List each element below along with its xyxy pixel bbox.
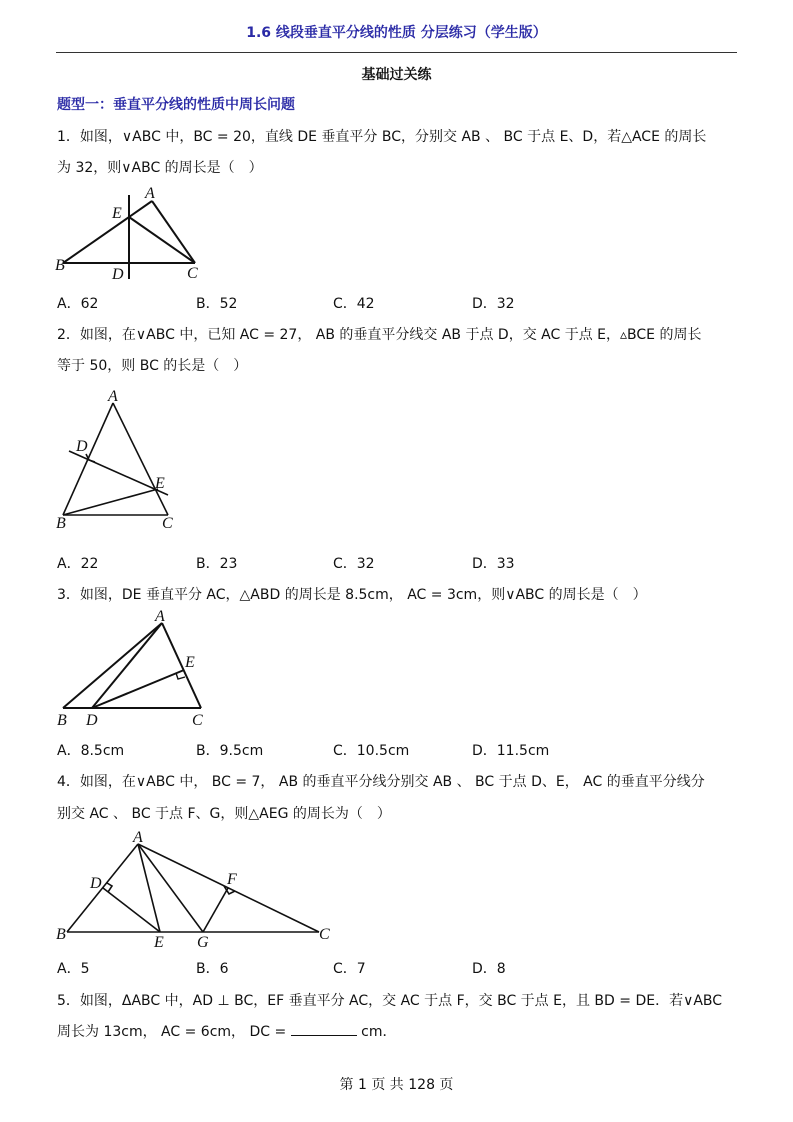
- q2-text-line2: 等于 50，则 BC 的长是（ ）: [57, 358, 248, 374]
- q4-segment-fg: [203, 888, 228, 932]
- q1-figure: [55, 183, 215, 287]
- q4-label-b: B: [56, 926, 66, 943]
- q3-option-d[interactable]: D．11.5cm: [472, 743, 550, 759]
- q2-label-e: E: [155, 475, 165, 492]
- q4-segment-ae: [138, 844, 160, 932]
- q2-text-line1: 2．如图，在∨ABC 中，已知 AC = 27， AB 的垂直平分线交 AB 于点 D，交 AC 于点 E，▵BCE 的周长: [57, 327, 702, 343]
- q2-segment-ac: [113, 403, 168, 515]
- q1-label-d: D: [112, 266, 124, 283]
- q2-option-c[interactable]: C．32: [333, 556, 375, 572]
- q3-option-b[interactable]: B．9.5cm: [196, 743, 264, 759]
- q2-bisector-line: [69, 451, 168, 495]
- q4-option-d[interactable]: D．8: [472, 961, 506, 977]
- q2-label-a: A: [108, 388, 118, 405]
- page-footer: 第 1 页 共 128 页: [339, 1077, 454, 1093]
- q1-segment-ac: [152, 201, 195, 263]
- q3-label-c: C: [192, 712, 203, 729]
- q1-option-d[interactable]: D．32: [472, 296, 515, 312]
- q4-segment-ac: [138, 844, 319, 932]
- q1-label-a: A: [145, 185, 155, 202]
- q3-label-d: D: [86, 712, 98, 729]
- q3-segment-ac: [162, 623, 201, 708]
- q2-label-b: B: [56, 515, 66, 532]
- q1-label-c: C: [187, 265, 198, 282]
- q3-segment-ad: [92, 623, 162, 708]
- q3-right-angle-mark: [176, 673, 185, 679]
- q3-label-a: A: [155, 608, 165, 625]
- q4-figure: [55, 825, 340, 954]
- q1-text-line2: 为 32，则∨ABC 的周长是（ ）: [57, 160, 263, 176]
- q3-option-c[interactable]: C．10.5cm: [333, 743, 410, 759]
- q2-label-d: D: [76, 438, 88, 455]
- q1-segment-ba: [63, 201, 152, 263]
- q4-option-a[interactable]: A．5: [57, 961, 90, 977]
- q5-text-line1: 5．如图，ΔABC 中，AD ⊥ BC，EF 垂直平分 AC，交 AC 于点 F，交 BC 于点 E，且 BD = DE．若∨ABC: [57, 993, 723, 1009]
- q3-segment-ab: [63, 623, 162, 708]
- q1-text-line1: 1．如图，∨ABC 中，BC = 20，直线 DE 垂直平分 BC，分别交 AB 、 BC 于点 E、D，若△ACE 的周长: [57, 129, 707, 145]
- q3-segment-de: [92, 670, 184, 708]
- q4-label-a: A: [133, 829, 143, 846]
- q1-label-e: E: [112, 205, 122, 222]
- q4-right-angle-mark-d: [107, 883, 112, 892]
- q4-label-c: C: [319, 926, 330, 943]
- q4-segment-ag: [138, 844, 203, 932]
- q5-text-line2: [57, 1021, 396, 1041]
- header-title: 1.6 线段垂直平分线的性质 分层练习（学生版）: [246, 25, 547, 41]
- q5-text-line2-suffix: cm．: [361, 1024, 397, 1040]
- q5-text-line2-prefix: 周长为 13cm， AC = 6cm， DC =: [57, 1024, 287, 1040]
- q4-label-f: F: [227, 871, 237, 888]
- q3-text-line1: 3．如图，DE 垂直平分 AC，△ABD 的周长是 8.5cm， AC = 3cm，则∨ABC 的周长是（ ）: [57, 587, 647, 603]
- q2-option-b[interactable]: B．23: [196, 556, 238, 572]
- q2-segment-be: [63, 489, 158, 515]
- q2-option-a[interactable]: A．22: [57, 556, 99, 572]
- q1-label-b: B: [55, 257, 65, 274]
- q3-label-e: E: [185, 654, 195, 671]
- q3-label-b: B: [57, 712, 67, 729]
- q4-option-b[interactable]: B．6: [196, 961, 229, 977]
- q4-option-c[interactable]: C．7: [333, 961, 366, 977]
- q3-figure: [55, 605, 215, 734]
- q4-label-g: G: [197, 934, 209, 951]
- q4-segment-ab: [67, 844, 138, 932]
- q4-text-line2: 别交 AC 、 BC 于点 F、G，则△AEG 的周长为（ ）: [57, 806, 391, 822]
- q2-figure: [55, 385, 185, 539]
- q5-answer-blank[interactable]: [291, 1023, 357, 1036]
- q1-segment-ec: [129, 217, 195, 263]
- section-title: 基础过关练: [361, 67, 432, 83]
- header-divider: [56, 52, 737, 53]
- q4-label-d: D: [90, 875, 102, 892]
- q1-option-b[interactable]: B．52: [196, 296, 238, 312]
- q2-label-c: C: [162, 515, 173, 532]
- q2-option-d[interactable]: D．33: [472, 556, 515, 572]
- q4-text-line1: 4．如图，在∨ABC 中， BC = 7， AB 的垂直平分线分别交 AB 、 BC 于点 D、E， AC 的垂直平分线分: [57, 774, 705, 790]
- q4-label-e: E: [154, 934, 164, 951]
- q1-option-a[interactable]: A．62: [57, 296, 99, 312]
- q1-option-c[interactable]: C．42: [333, 296, 375, 312]
- question-type-title: 题型一：垂直平分线的性质中周长问题: [57, 97, 295, 113]
- q3-option-a[interactable]: A．8.5cm: [57, 743, 125, 759]
